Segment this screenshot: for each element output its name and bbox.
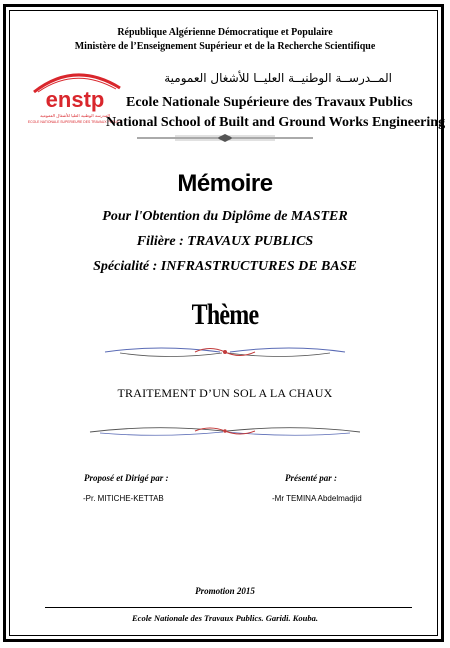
ministry-line: Ministère de l’Enseignement Supérieur et de la Recherche Scientifique: [74, 41, 376, 52]
field-line: Filière : TRAVAUX PUBLICS: [136, 234, 314, 249]
decorative-divider-top: [100, 343, 350, 361]
supervisor-label: Proposé et Dirigé par :: [84, 473, 169, 483]
school-english-name: National School of Built and Ground Works Engineering: [106, 115, 446, 130]
footer-divider: [45, 607, 412, 608]
school-french-name: Ecole Nationale Supérieure des Travaux Publics: [126, 95, 413, 110]
promotion-year: Promotion 2015: [195, 586, 255, 596]
specialty-line: Spécialité : INFRASTRUCTURES DE BASE: [93, 259, 357, 274]
logo-latin-caption: ECOLE NATIONALE SUPERIEURE DES TRAVAUX PUBLICS: [27, 120, 123, 124]
decorative-divider-bottom: [85, 422, 365, 440]
document-title: Mémoire: [177, 170, 273, 197]
header-divider-ornament: [135, 133, 315, 143]
student-name: -Mr TEMINA Abdelmadjid: [272, 494, 362, 503]
logo-text: enstp: [45, 87, 105, 112]
student-label: Présenté par :: [285, 473, 337, 483]
footer-institution: Ecole Nationale des Travaux Publics. Garidi. Kouba.: [132, 613, 318, 623]
republic-line: République Algérienne Démocratique et Populaire: [117, 27, 333, 38]
school-arabic-name: المــدرســة الوطنيــة العليــا للأشغال العمومية: [164, 71, 392, 85]
degree-line: Pour l'Obtention du Diplôme de MASTER: [102, 209, 348, 224]
supervisor-name: -Pr. MITICHE-KETTAB: [83, 494, 164, 503]
thesis-subject: TRAITEMENT D’UN SOL A LA CHAUX: [117, 386, 333, 400]
logo-arabic-caption: المدرسة الوطنية العليا للأشغال العمومية: [40, 113, 110, 118]
theme-heading: Thème: [191, 298, 259, 331]
